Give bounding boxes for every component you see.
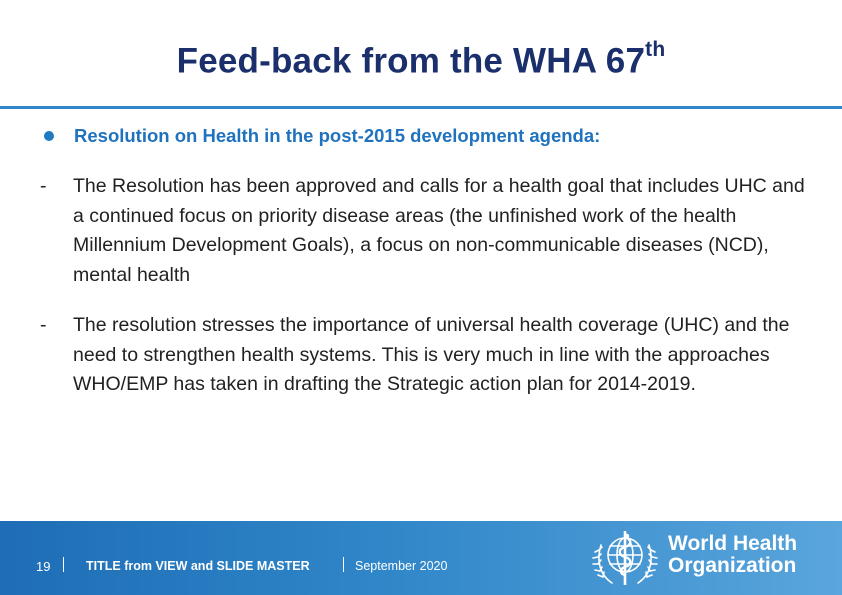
dash-marker: - xyxy=(40,175,47,197)
sub-item-text: The Resolution has been approved and calls for a health goal that includes UHC and a continued focus on priority disease areas (the unfinished work of the health Millennium Development Goals), a focus on non-communicable diseases (NCD), mental health xyxy=(73,175,805,286)
logo-line-2: Organization xyxy=(668,554,797,577)
footer-separator xyxy=(343,557,344,572)
page-number: 19 xyxy=(36,559,51,574)
footer-separator xyxy=(63,557,64,572)
sub-item-2 xyxy=(40,311,820,400)
sub-item-1 xyxy=(40,172,820,290)
slide-title xyxy=(0,30,842,86)
who-emblem-icon xyxy=(592,525,658,591)
dash-marker: - xyxy=(40,314,47,336)
bullet-dot-icon xyxy=(44,131,54,141)
title-text: Feed-back from the WHA 67 xyxy=(176,41,646,81)
sub-item-text: The resolution stresses the importance of universal health coverage (UHC) and the need to strengthen health systems. This is very much in line with the approaches WHO/EMP has taken in drafting the Strategic action plan for 2014-2019. xyxy=(73,314,790,395)
title-superscript: th xyxy=(645,38,666,61)
footer-date: September 2020 xyxy=(355,559,448,573)
footer-title: TITLE from VIEW and SLIDE MASTER xyxy=(86,559,310,573)
logo-line-1: World Health xyxy=(668,532,798,555)
main-bullet xyxy=(44,124,824,148)
footer-bar xyxy=(0,521,842,595)
who-logo-text xyxy=(668,533,797,577)
title-divider xyxy=(0,106,842,109)
main-bullet-text: Resolution on Health in the post-2015 development agenda: xyxy=(74,125,601,146)
